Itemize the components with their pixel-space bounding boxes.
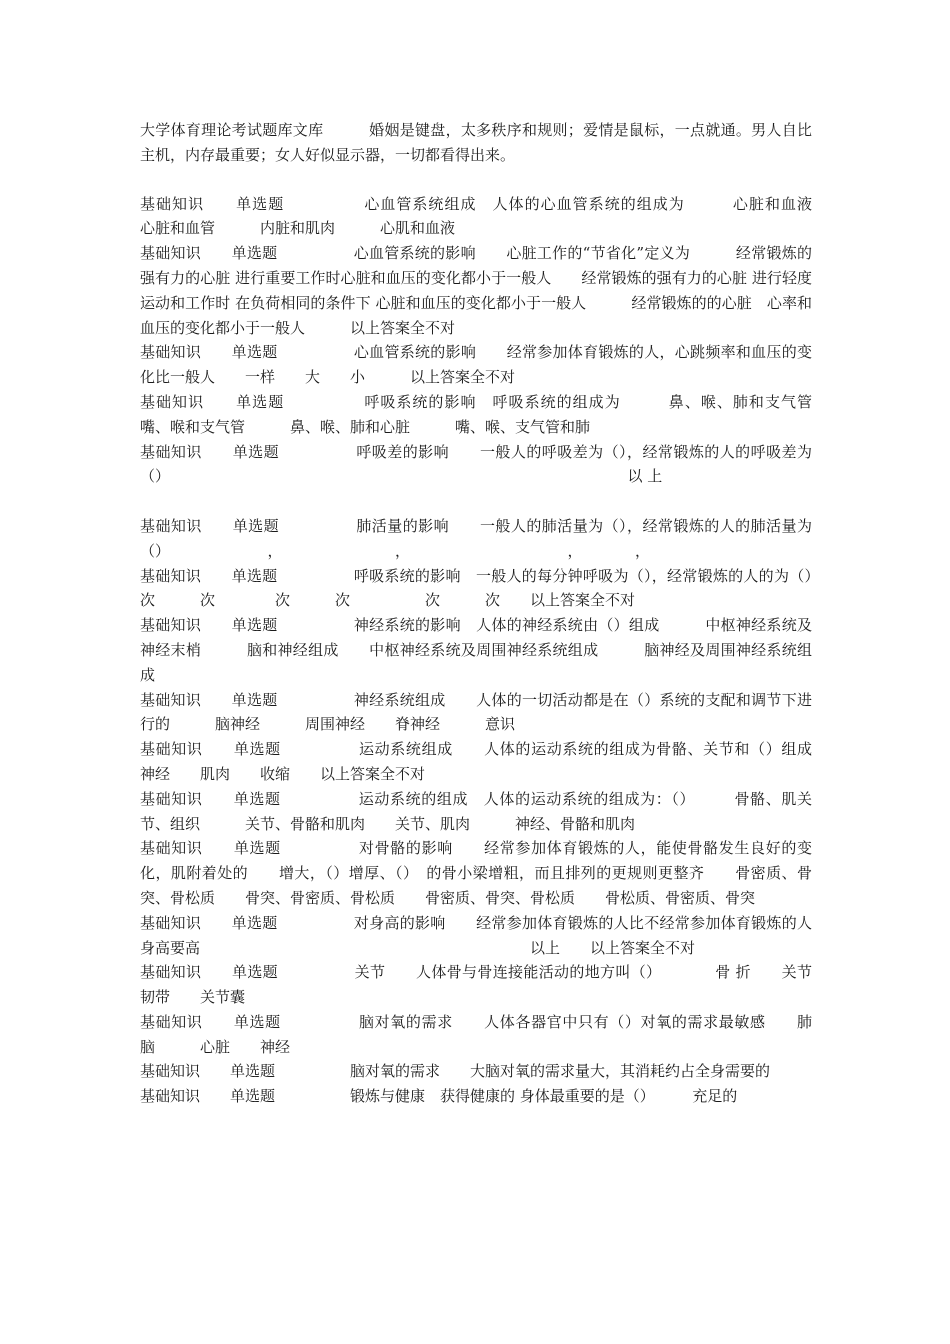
- question-5: 基础知识 单选题 呼吸差的影响 一般人的呼吸差为（），经常锻炼的人的呼吸差为（） 以 上: [140, 442, 812, 486]
- question-12: 基础知识 单选题 对骨骼的影响 经常参加体育锻炼的人，能使骨骼发生良好的变化，肌附着处的 增大，（）增厚、（） 的骨小梁增粗，而且排列的更规则更整齐 骨密质、骨突、骨松质 骨突、骨密质、骨松质 骨密质、骨突、骨松质 骨松质、骨密质、骨突: [140, 839, 812, 907]
- question-13: 基础知识 单选题 对身高的影响 经常参加体育锻炼的人比不经常参加体育锻炼的人身高要高 以上 以上答案全不对: [140, 913, 812, 957]
- question-9: 基础知识 单选题 神经系统组成 人体的一切活动都是在（）系统的支配和调节下进行的 脑神经 周围神经 脊神经 意识: [140, 690, 812, 734]
- question-15: 基础知识 单选题 脑对氧的需求 人体各器官中只有（）对氧的需求最敏感 肺 脑 心脏 神经: [140, 1012, 858, 1056]
- question-6: 基础知识 单选题 肺活量的影响 一般人的肺活量为（），经常锻炼的人的肺活量为（） ， ， ， ，: [140, 516, 812, 560]
- question-2: 基础知识 单选题 心血管系统的影响 心脏工作的“节省化”定义为 经常锻炼的强有力的心脏 进行重要工作时心脏和血压的变化都小于一般人 经常锻炼的强有力的心脏 进行轻度运动和工作时 在负荷相同的条件下 心脏和血压的变化都小于一般人 经常锻炼的的心脏 心率和血压的变化都小于一般人 以上答案全不对: [140, 244, 812, 337]
- question-10: 基础知识 单选题 运动系统组成 人体的运动系统的组成为骨骼、关节和（）组成 神经 肌肉 收缩 以上答案全不对: [140, 740, 858, 783]
- question-11: 基础知识 单选题 运动系统的组成 人体的运动系统的组成为：（） 骨骼、肌关节、组织 关节、骨骼和肌肉 关节、肌肉 神经、骨骼和肌肉: [140, 789, 812, 833]
- question-3: 基础知识 单选题 心血管系统的影响 经常参加体育锻炼的人，心跳频率和血压的变化比一般人 一样 大 小 以上答案全不对: [140, 343, 812, 387]
- intro-paragraph: 大学体育理论考试题库文库 婚姻是键盘，太多秩序和规则；爱情是鼠标，一点就通。男人自比主机，内存最重要；女人好似显示器，一切都看得出来。: [140, 121, 812, 164]
- question-1: 基础知识 单选题 心血管系统组成 人体的心血管系统的组成为 心脏和血液 心脏和血管 内脏和肌肉 心肌和血液: [140, 194, 858, 238]
- question-14: 基础知识 单选题 关节 人体骨与骨连接能活动的地方叫（） 骨 折 关节 韧带 关节囊: [140, 963, 843, 1007]
- blank-line: [140, 489, 812, 514]
- document-page: [140, 118, 903, 1109]
- question-16: 基础知识 单选题 脑对氧的需求 大脑对氧的需求量大，其消耗约占全身需要的: [140, 1062, 771, 1081]
- question-7: 基础知识 单选题 呼吸系统的影响 一般人的每分钟呼吸为（），经常锻炼的人的为（） 次 次 次 次 次 次 以上答案全不对: [140, 566, 903, 610]
- question-17: 基础知识 单选题 锻炼与健康 获得健康的 身体最重要的是（） 充足的: [140, 1087, 738, 1106]
- question-8: 基础知识 单选题 神经系统的影响 人体的神经系统由（）组成 中枢神经系统及神经末梢 脑和神经组成 中枢神经系统及周围神经系统组成 脑神经及周围神经系统组成: [140, 616, 812, 684]
- question-4: 基础知识 单选题 呼吸系统的影响 呼吸系统的组成为 鼻、喉、肺和支气管 嘴、喉和支气管 鼻、喉、肺和心脏 嘴、喉、支气管和肺: [140, 392, 858, 436]
